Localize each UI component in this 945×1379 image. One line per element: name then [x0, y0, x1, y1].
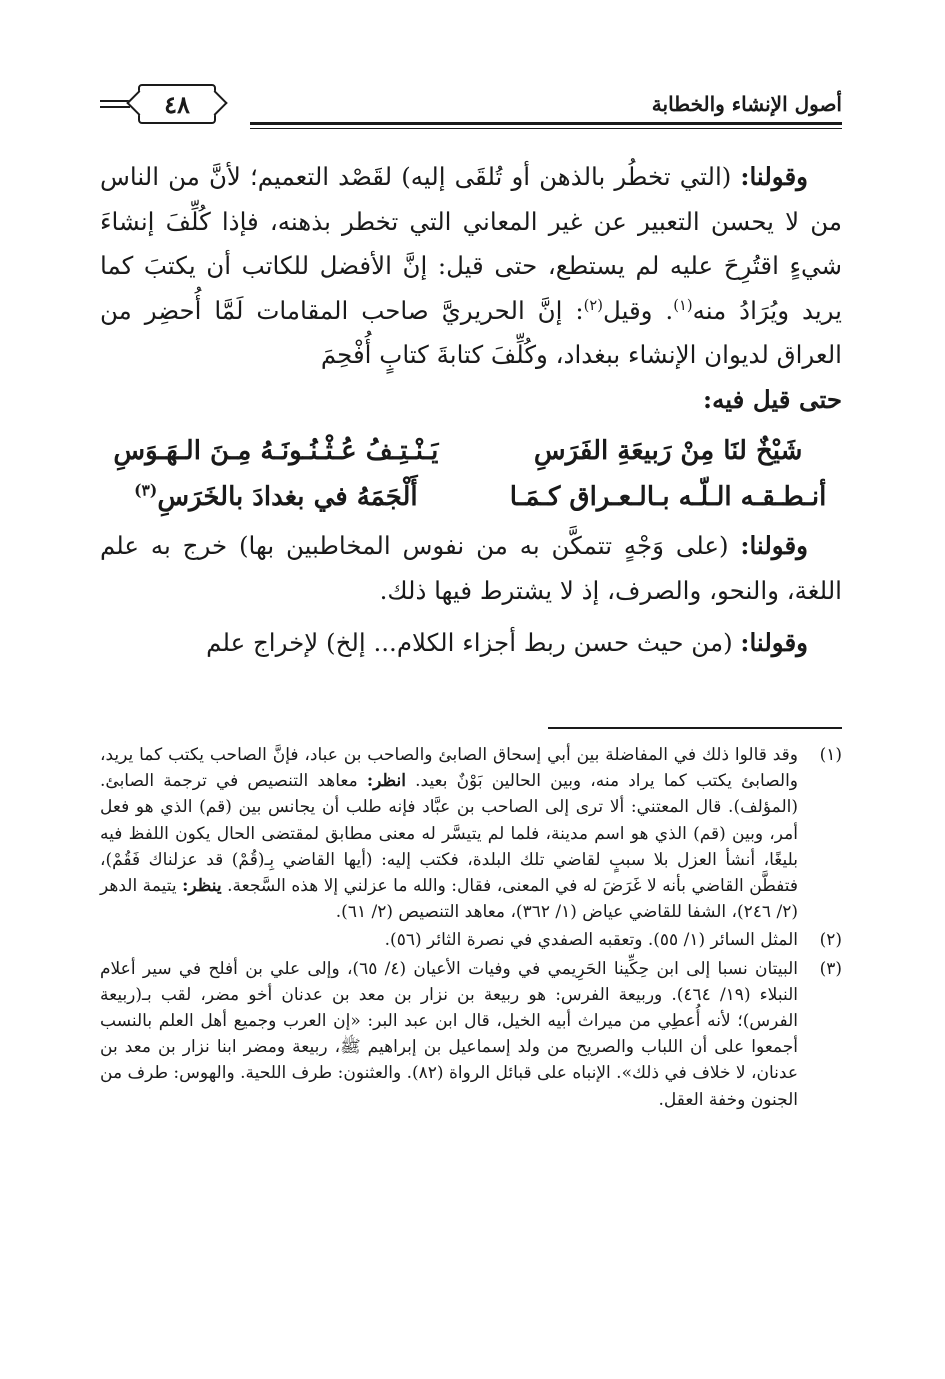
header-rule-thin — [250, 128, 842, 129]
hemistich-right: شَيْخٌ لنَا مِنْ رَبيعَةِ الفَرَسِ — [533, 436, 803, 466]
footnote-3 — [100, 956, 842, 1113]
paragraph-text: : إنَّ الحريريَّ صاحب المقامات لَمَّا أُحضِر من العراق لديوان الإنشاء ببغداد، وكُلِّفَ كتابةَ كتابٍ أُفْحِمَ — [100, 295, 842, 369]
paragraph-text: . وقيل — [603, 295, 674, 325]
footnote-ref-3[interactable]: (٣) — [134, 480, 158, 500]
footnote-text: وقد قالوا ذلك في المفاضلة بين أبي إسحاق الصابئ والصاحب بن عباد، فإنَّ الصاحب يكتب كما يريد، والصابئ يكتب كما يراد منه، وبين الحالين بَوْنٌ بعيد. انظر: معاهد التنصيص في ترجمة الصابئ. (المؤلف). قال المعتني: ألا ترى إلى الصاحب بن عبَّاد فإنه طلب أن يجانس بين (قم) الذي هو فعل أمر، وبين (قم) الذي هو اسم مدينة، فلما لم يتيسَّر له معنى مطابق لمقتضى الحال يكون اللفظ فيه بليغًا، أنشأ العزل بلا سببٍ لقاضي تلك البلدة، فكتب إليه: (أيها القاضي بِـ(قُمْ) قد عزلناك فَقُمْ)، فتفطَّن القاضي بأنه لا غَرَضَ له في المعنى، فقال: والله ما عزلني إلا هذه السَّجعة. ينظر: يتيمة الدهر (٢/ ٢٤٦)، الشفا للقاضي عياض (١/ ٣٦٢)، معاهد التنصيص (٢/ ٦١). — [100, 745, 798, 923]
book-title: أصول الإنشاء والخطابة — [651, 92, 842, 116]
paragraph-text: (من حيث حسن ربط أجزاء الكلام... إلخ) لإخراج علم — [206, 628, 741, 657]
paragraph-3 — [100, 621, 842, 666]
hemistich-left: يَـنْـتِـفُ عُـثْـنُـونَـهُ مِـنَ الـهَـوَسِ — [113, 436, 439, 466]
footnote-2 — [100, 927, 842, 953]
page-number: ٤٨ — [138, 84, 216, 124]
footnote-number: (٢) — [819, 930, 842, 951]
poem — [100, 428, 842, 520]
poem-line-2 — [100, 474, 842, 520]
main-text — [100, 155, 842, 666]
lead-word: وقولنا: — [740, 162, 808, 191]
header-rule-thick — [250, 122, 842, 125]
footnote-number: (١) — [819, 745, 842, 765]
page-header — [100, 78, 842, 138]
lead-word: وقولنا: — [740, 531, 808, 560]
footnote-text: البيتان نسبا إلى ابن حِكِّينا الحَرِيمي في وفيات الأعيان (٤/ ٦٥)، وإلى علي بن أفلح في سير أعلام النبلاء (١٩/ ٤٦٤). وربيعة الفرس: هو ربيعة بن نزار بن معد بن عدنان أخو مضر، لقب بـ(ربيعة الفرس)؛ لأنه أُعطِي من ميراث أبيه الخيل، قال ابن عبد البر: «إن العرب وجميع أهل العلم بالنسب أجمعوا على أن اللباب والصريح من ولد إسماعيل بن إبراهيم ﷺ، ربيعة ومضر ابنا نزار بن معد بن عدنان، لا خلاف في ذلك». الإنباه على قبائل الرواة (٨٢). والعثنون: طرف اللحية. والهوس: طرف من الجنون وخفة العقل. — [100, 958, 798, 1110]
footnote-1 — [100, 742, 842, 925]
footnote-separator — [548, 727, 842, 729]
footnotes — [100, 742, 842, 1115]
hemistich-right: أنـطـقـه الـلّـه بـالـعـراق كـمَـا — [509, 482, 827, 512]
poem-line-1 — [100, 428, 842, 474]
ornament-line — [100, 106, 130, 108]
ornament-line — [100, 100, 130, 102]
paragraph-1 — [100, 155, 842, 378]
footnote-ref-1[interactable]: (١) — [673, 296, 693, 314]
lead-word: وقولنا: — [740, 628, 808, 657]
footnote-text: المثل السائر (١/ ٥٥). وتعقبه الصفدي في نصرة الثائر (٥٦). — [384, 930, 798, 951]
hemistich-left — [102, 474, 450, 520]
paragraph-text: (على وَجْهٍ تتمكَّن به من نفوس المخاطبين بها) خرج به علم اللغة، والنحو، والصرف، إذ لا يشترط فيها ذلك. — [100, 531, 842, 605]
footnote-number: (٣) — [819, 958, 842, 979]
footnote-ref-2[interactable]: (٢) — [583, 296, 604, 314]
hemistich-text: أَلْجَمَهُ في بغدادَ بالخَرَسِ — [157, 482, 418, 512]
page-number-ornament — [100, 82, 250, 122]
paragraph-2 — [100, 524, 842, 613]
poem-intro: حتى قيل فيه: — [703, 384, 842, 414]
paragraph-text: (التي تخطُر بالذهن أو تُلقَى إليه) لقَصْد التعميم؛ لأنَّ من الناس من لا يحسن التعبير عن غير المعاني التي تخطر بذهنه، فإذا كُلِّفَ إنشاءَ شيءٍ اقتُرِحَ عليه لم يستطع، حتى قيل: إنَّ الأفضل للكاتب أن يكتبَ كما يريد ويُرَادُ منه — [100, 162, 842, 325]
